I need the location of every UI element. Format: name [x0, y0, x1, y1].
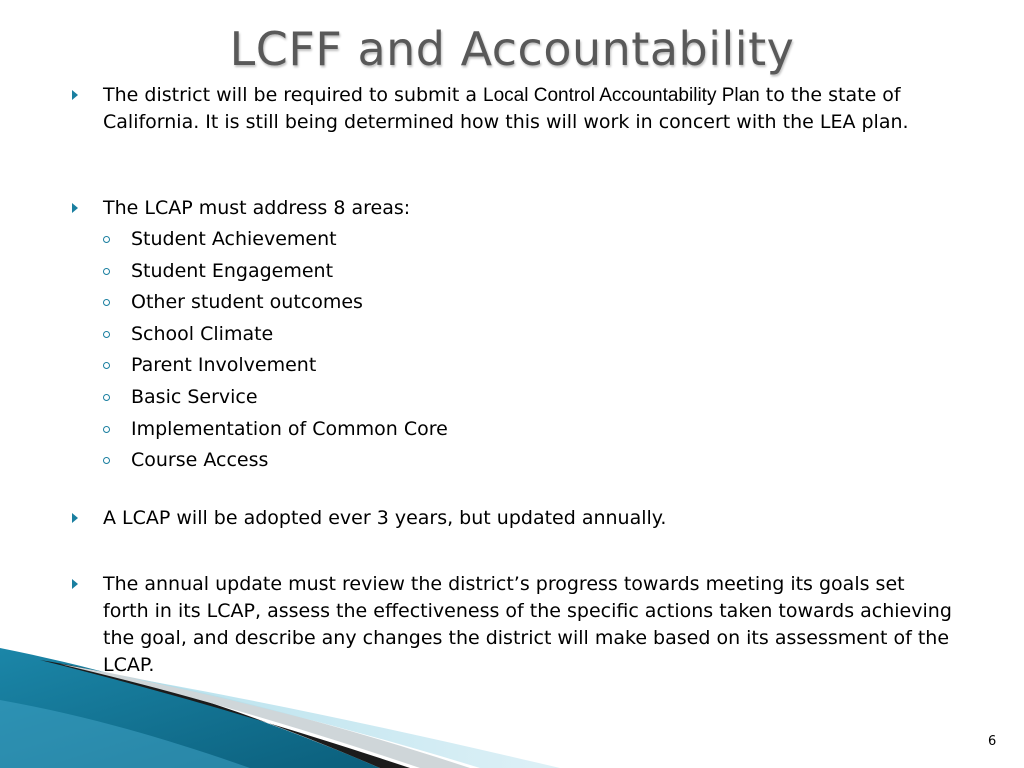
page-number: 6 — [988, 734, 997, 749]
lcap-term: Local Control Accountability Plan — [483, 85, 760, 106]
area-item: Student Achievement — [100, 227, 337, 251]
circle-bullet-icon — [103, 394, 110, 401]
area-item: Course Access — [100, 448, 268, 472]
slide-title: LCFF and Accountability — [229, 22, 795, 76]
area-item: School Climate — [100, 322, 273, 346]
circle-bullet-icon — [103, 362, 110, 369]
area-item: Other student outcomes — [100, 290, 363, 314]
bullet-annual-update — [72, 571, 952, 679]
bullet-arrow-icon — [72, 579, 78, 589]
bullet-text: A LCAP will be adopted ever 3 years, but updated annually. — [103, 507, 667, 529]
bullet-arrow-icon — [72, 90, 78, 100]
area-item: Parent Involvement — [100, 353, 316, 377]
bullet-lcap-areas — [72, 195, 952, 222]
area-item: Implementation of Common Core — [100, 417, 448, 441]
area-item: Student Engagement — [100, 259, 333, 283]
bullet-text: The district will be required to submit a Local Control Accountability Plan to the state of California. It is still being determined how this will work in concert with the LEA plan. — [103, 84, 909, 133]
circle-bullet-icon — [103, 236, 110, 243]
circle-bullet-icon — [103, 268, 110, 275]
bullet-adoption-cycle — [72, 505, 952, 532]
bullet-arrow-icon — [72, 513, 78, 523]
circle-bullet-icon — [103, 426, 110, 433]
bullet-text: The annual update must review the district’s progress towards meeting its goals set forth in its LCAP, assess the effectiveness of the specific actions taken towards achieving the goal, and describe any changes the district will make based on its assessment of the LCAP. — [103, 573, 952, 676]
circle-bullet-icon — [103, 331, 110, 338]
circle-bullet-icon — [103, 457, 110, 464]
bullet-text: The LCAP must address 8 areas: — [103, 197, 411, 219]
area-item: Basic Service — [100, 385, 258, 409]
bullet-arrow-icon — [72, 203, 78, 213]
circle-bullet-icon — [103, 299, 110, 306]
bullet-lcap-submission — [72, 82, 952, 136]
